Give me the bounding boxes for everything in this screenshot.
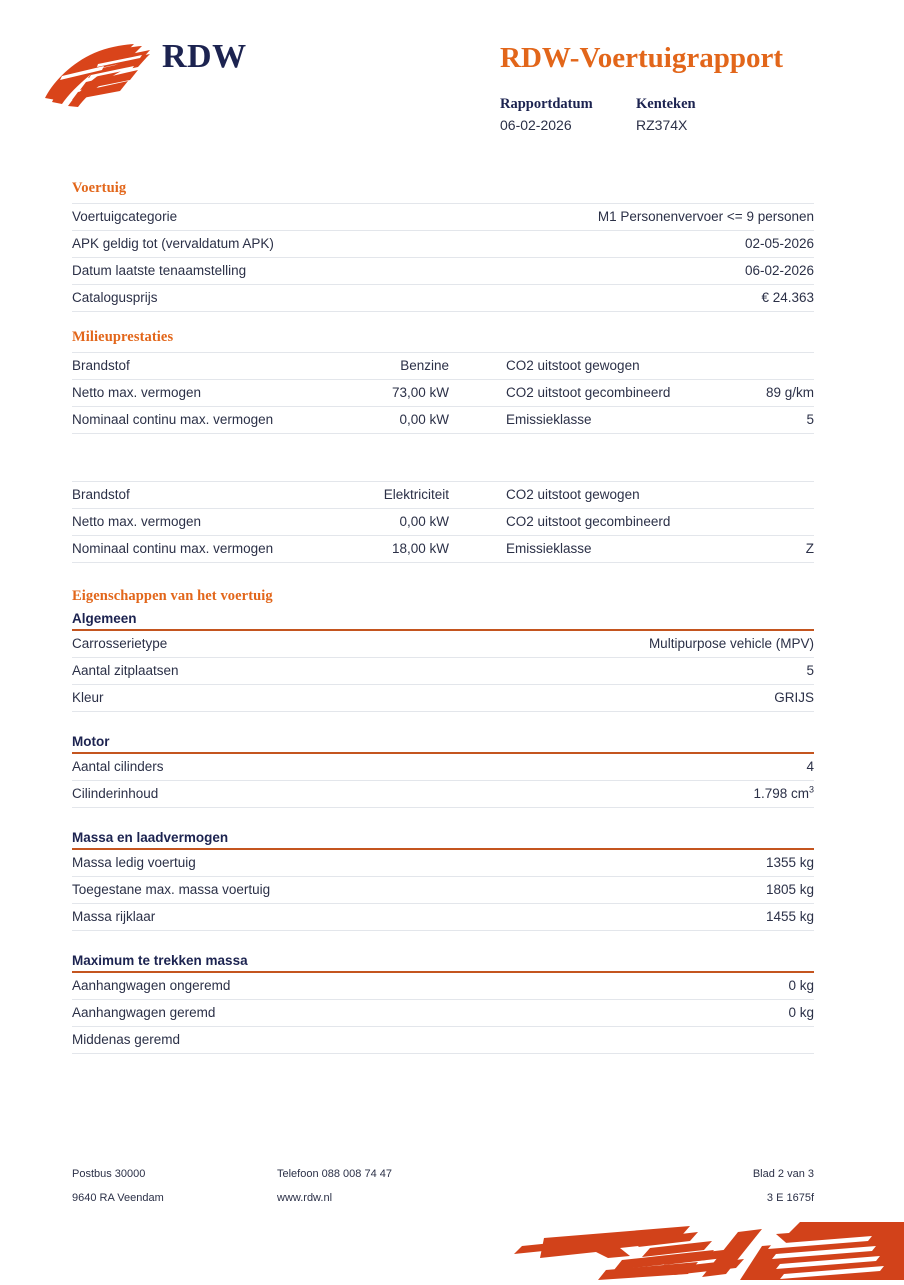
row-value <box>443 781 814 808</box>
row-key: Brandstof <box>72 482 317 509</box>
row-key-2: CO2 uitstoot gewogen <box>449 353 699 380</box>
table-row <box>72 781 814 808</box>
row-value: GRIJS <box>443 685 814 712</box>
row-key: Brandstof <box>72 353 317 380</box>
section-voertuig <box>72 180 814 312</box>
kenteken-value: RZ374X <box>636 117 688 133</box>
row-value: 02-05-2026 <box>443 231 814 258</box>
row-key: Middenas geremd <box>72 1027 443 1054</box>
speed-stripes-graphic-icon <box>500 1222 904 1280</box>
table-row <box>72 850 814 877</box>
fuel-block-spacer <box>72 434 814 481</box>
row-value: Multipurpose vehicle (MPV) <box>443 631 814 658</box>
rapportdatum-label: Rapportdatum <box>500 96 593 112</box>
row-key: Netto max. vermogen <box>72 380 317 407</box>
table-row <box>72 754 814 781</box>
row-key-2: Emissieklasse <box>449 407 699 434</box>
rdw-feather-logo-icon <box>42 40 162 108</box>
row-key: Voertuigcategorie <box>72 204 443 231</box>
table-row <box>72 631 814 658</box>
table-row <box>72 258 814 285</box>
table-row <box>72 536 814 563</box>
table-row <box>72 353 814 380</box>
kenteken-label: Kenteken <box>636 96 696 112</box>
fuel-block-elektriciteit <box>72 481 814 563</box>
footer-row-1 <box>72 1168 814 1180</box>
massa-table <box>72 850 814 931</box>
subsection-trekken-title: Maximum te trekken massa <box>72 953 248 968</box>
table-row <box>72 685 814 712</box>
row-value-2: Z <box>699 536 814 563</box>
section-eigenschappen <box>72 588 814 1054</box>
table-row <box>72 380 814 407</box>
section-voertuig-title: Voertuig <box>72 180 127 196</box>
document-header <box>0 0 904 160</box>
row-key: APK geldig tot (vervaldatum APK) <box>72 231 443 258</box>
report-meta-values <box>500 117 830 133</box>
row-value: Elektriciteit <box>317 482 449 509</box>
footer-page-number: Blad 2 van 3 <box>752 1168 814 1180</box>
row-key: Aanhangwagen ongeremd <box>72 973 443 1000</box>
spacer <box>72 808 814 830</box>
document-footer <box>72 1168 814 1216</box>
page-title: RDW-Voertuigrapport <box>500 42 783 74</box>
row-key: Datum laatste tenaamstelling <box>72 258 443 285</box>
row-key: Aanhangwagen geremd <box>72 1000 443 1027</box>
row-key-2: Emissieklasse <box>449 536 699 563</box>
row-key: Aantal zitplaatsen <box>72 658 443 685</box>
table-row <box>72 231 814 258</box>
row-key: Catalogusprijs <box>72 285 443 312</box>
row-value: 73,00 kW <box>317 380 449 407</box>
section-eigenschappen-title: Eigenschappen van het voertuig <box>72 588 273 604</box>
row-key-2: CO2 uitstoot gecombineerd <box>449 380 699 407</box>
row-key: Cilinderinhoud <box>72 781 443 808</box>
algemeen-table <box>72 631 814 712</box>
footer-phone: Telefoon 088 008 74 47 <box>277 1168 392 1180</box>
row-key: Carrosserietype <box>72 631 443 658</box>
section-milieuprestaties-title: Milieuprestaties <box>72 329 174 345</box>
rdw-wordmark: RDW <box>162 38 247 75</box>
row-value-2: 5 <box>699 407 814 434</box>
table-row <box>72 973 814 1000</box>
row-value-2 <box>699 482 814 509</box>
row-key: Aantal cilinders <box>72 754 443 781</box>
row-value <box>443 1027 814 1054</box>
row-key-2: CO2 uitstoot gewogen <box>449 482 699 509</box>
row-value: 0,00 kW <box>317 407 449 434</box>
row-key: Toegestane max. massa voertuig <box>72 877 443 904</box>
row-value: 0 kg <box>443 973 814 1000</box>
rapportdatum-value: 06-02-2026 <box>500 117 572 133</box>
row-value: 06-02-2026 <box>443 258 814 285</box>
row-value: 0 kg <box>443 1000 814 1027</box>
subsection-algemeen-title: Algemeen <box>72 611 137 626</box>
row-key: Nominaal continu max. vermogen <box>72 407 317 434</box>
row-key: Netto max. vermogen <box>72 509 317 536</box>
report-meta-labels <box>500 96 830 117</box>
table-row <box>72 285 814 312</box>
table-row <box>72 1000 814 1027</box>
cilinderinhoud-number: 1.798 cm <box>753 786 809 801</box>
table-row <box>72 509 814 536</box>
row-key: Nominaal continu max. vermogen <box>72 536 317 563</box>
row-value-2 <box>699 509 814 536</box>
row-value: M1 Personenvervoer <= 9 personen <box>443 204 814 231</box>
trekken-table <box>72 973 814 1054</box>
fuel-block-benzine <box>72 352 814 434</box>
spacer <box>72 712 814 734</box>
row-key-2: CO2 uitstoot gecombineerd <box>449 509 699 536</box>
table-row <box>72 407 814 434</box>
table-row <box>72 877 814 904</box>
footer-doc-reference: 3 E 1675f <box>766 1192 814 1204</box>
subsection-massa-title: Massa en laadvermogen <box>72 830 229 845</box>
footer-postbus: Postbus 30000 <box>72 1168 146 1180</box>
row-value: 1355 kg <box>443 850 814 877</box>
row-value-2 <box>699 353 814 380</box>
spacer <box>72 931 814 953</box>
row-value: 5 <box>443 658 814 685</box>
row-value: € 24.363 <box>443 285 814 312</box>
table-row <box>72 904 814 931</box>
row-key: Kleur <box>72 685 443 712</box>
section-milieuprestaties <box>72 329 814 563</box>
footer-website[interactable]: www.rdw.nl <box>277 1192 333 1204</box>
table-row <box>72 204 814 231</box>
row-value: 1805 kg <box>443 877 814 904</box>
row-value: 0,00 kW <box>317 509 449 536</box>
table-row <box>72 1027 814 1054</box>
voertuig-table <box>72 203 814 312</box>
row-key: Massa rijklaar <box>72 904 443 931</box>
cilinderinhoud-exponent: 3 <box>808 784 814 795</box>
footer-row-2 <box>72 1192 814 1204</box>
row-key: Massa ledig voertuig <box>72 850 443 877</box>
footer-city: 9640 RA Veendam <box>72 1192 164 1204</box>
row-value: 4 <box>443 754 814 781</box>
row-value-2: 89 g/km <box>699 380 814 407</box>
subsection-motor-title: Motor <box>72 734 110 749</box>
table-row <box>72 658 814 685</box>
row-value: Benzine <box>317 353 449 380</box>
row-value: 1455 kg <box>443 904 814 931</box>
motor-table <box>72 754 814 808</box>
row-value: 18,00 kW <box>317 536 449 563</box>
report-meta <box>500 96 830 133</box>
table-row <box>72 482 814 509</box>
